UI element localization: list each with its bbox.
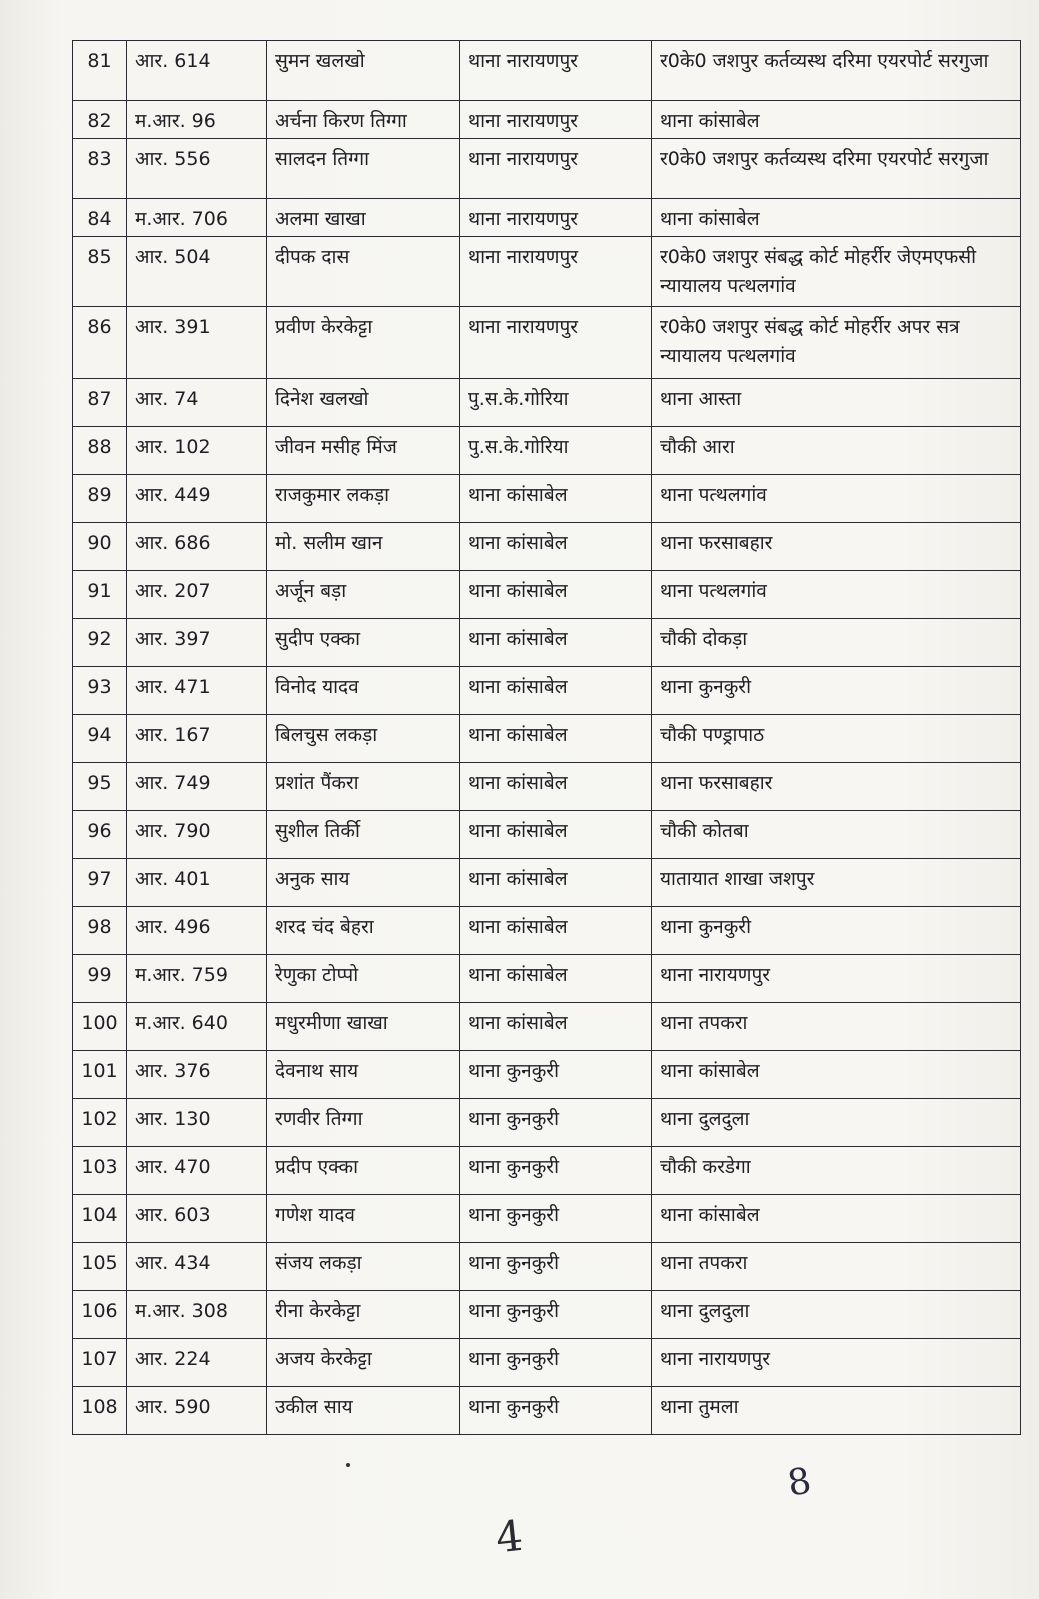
serial-no-cell: 106 <box>73 1291 127 1339</box>
employee-name-cell: देवनाथ साय <box>267 1051 460 1099</box>
table-row <box>73 571 1021 619</box>
page-number: 4 <box>493 1510 526 1563</box>
employee-name-cell: सुदीप एक्का <box>267 619 460 667</box>
employee-name-cell: विनोद यादव <box>267 667 460 715</box>
serial-no-cell: 89 <box>73 475 127 523</box>
employee-name-cell: शरद चंद बेहरा <box>267 907 460 955</box>
order-no-cell: आर. 471 <box>127 667 267 715</box>
new-posting-cell: थाना फरसाबहार <box>652 763 1021 811</box>
table-row <box>73 523 1021 571</box>
table-row <box>73 715 1021 763</box>
order-no-cell: आर. 470 <box>127 1147 267 1195</box>
new-posting-cell: थाना नारायणपुर <box>652 955 1021 1003</box>
order-no-cell: आर. 504 <box>127 237 267 307</box>
serial-no-cell: 84 <box>73 199 127 237</box>
current-posting-cell: थाना कुनकुरी <box>460 1099 652 1147</box>
current-posting-cell: थाना कांसाबेल <box>460 763 652 811</box>
current-posting-cell: पु.स.के.गोरिया <box>460 379 652 427</box>
table-row <box>73 955 1021 1003</box>
table-row <box>73 199 1021 237</box>
table-row <box>73 763 1021 811</box>
current-posting-cell: थाना कांसाबेल <box>460 475 652 523</box>
new-posting-cell: थाना फरसाबहार <box>652 523 1021 571</box>
order-no-cell: आर. 167 <box>127 715 267 763</box>
new-posting-cell: र0के0 जशपुर कर्तव्यस्थ दरिमा एयरपोर्ट सरगुजा <box>652 139 1021 199</box>
table-row <box>73 1243 1021 1291</box>
new-posting-cell: थाना पत्थलगांव <box>652 475 1021 523</box>
table-row <box>73 1339 1021 1387</box>
serial-no-cell: 91 <box>73 571 127 619</box>
order-no-cell: म.आर. 96 <box>127 101 267 139</box>
order-no-cell: आर. 130 <box>127 1099 267 1147</box>
table-row <box>73 907 1021 955</box>
order-no-cell: आर. 686 <box>127 523 267 571</box>
serial-no-cell: 107 <box>73 1339 127 1387</box>
order-no-cell: म.आर. 706 <box>127 199 267 237</box>
new-posting-cell: थाना कुनकुरी <box>652 907 1021 955</box>
employee-name-cell: रेणुका टोप्पो <box>267 955 460 1003</box>
current-posting-cell: थाना कांसाबेल <box>460 811 652 859</box>
employee-name-cell: अर्चना किरण तिग्गा <box>267 101 460 139</box>
order-no-cell: आर. 790 <box>127 811 267 859</box>
current-posting-cell: थाना नारायणपुर <box>460 199 652 237</box>
current-posting-cell: थाना नारायणपुर <box>460 101 652 139</box>
new-posting-cell: र0के0 जशपुर संबद्ध कोर्ट मोहर्रीर अपर सत्र न्यायालय पत्थलगांव <box>652 307 1021 379</box>
order-no-cell: आर. 401 <box>127 859 267 907</box>
new-posting-cell: थाना तुमला <box>652 1387 1021 1435</box>
table-row <box>73 139 1021 199</box>
employee-name-cell: अलमा खाखा <box>267 199 460 237</box>
current-posting-cell: थाना कांसाबेल <box>460 667 652 715</box>
employee-name-cell: मो. सलीम खान <box>267 523 460 571</box>
new-posting-cell: थाना पत्थलगांव <box>652 571 1021 619</box>
employee-name-cell: जीवन मसीह मिंज <box>267 427 460 475</box>
new-posting-cell: थाना नारायणपुर <box>652 1339 1021 1387</box>
serial-no-cell: 97 <box>73 859 127 907</box>
new-posting-cell: र0के0 जशपुर कर्तव्यस्थ दरिमा एयरपोर्ट सरगुजा <box>652 41 1021 101</box>
employee-name-cell: सुमन खलखो <box>267 41 460 101</box>
new-posting-cell: थाना तपकरा <box>652 1003 1021 1051</box>
order-no-cell: आर. 556 <box>127 139 267 199</box>
table-row <box>73 427 1021 475</box>
order-no-cell: आर. 391 <box>127 307 267 379</box>
table-row <box>73 811 1021 859</box>
order-no-cell: म.आर. 640 <box>127 1003 267 1051</box>
serial-no-cell: 85 <box>73 237 127 307</box>
table-row <box>73 1195 1021 1243</box>
employee-name-cell: प्रशांत पैंकरा <box>267 763 460 811</box>
new-posting-cell: चौकी आरा <box>652 427 1021 475</box>
table-body <box>73 41 1021 1435</box>
new-posting-cell: थाना कांसाबेल <box>652 1051 1021 1099</box>
new-posting-cell: थाना दुलदुला <box>652 1291 1021 1339</box>
employee-name-cell: राजकुमार लकड़ा <box>267 475 460 523</box>
table-row <box>73 1051 1021 1099</box>
current-posting-cell: थाना कांसाबेल <box>460 1003 652 1051</box>
serial-no-cell: 82 <box>73 101 127 139</box>
serial-no-cell: 86 <box>73 307 127 379</box>
employee-name-cell: गणेश यादव <box>267 1195 460 1243</box>
current-posting-cell: थाना कांसाबेल <box>460 907 652 955</box>
table-row <box>73 237 1021 307</box>
table-row <box>73 1003 1021 1051</box>
order-no-cell: आर. 74 <box>127 379 267 427</box>
order-no-cell: आर. 434 <box>127 1243 267 1291</box>
new-posting-cell: थाना कुनकुरी <box>652 667 1021 715</box>
employee-name-cell: बिलचुस लकड़ा <box>267 715 460 763</box>
current-posting-cell: थाना कुनकुरी <box>460 1147 652 1195</box>
order-no-cell: आर. 376 <box>127 1051 267 1099</box>
serial-no-cell: 94 <box>73 715 127 763</box>
current-posting-cell: थाना कांसाबेल <box>460 955 652 1003</box>
employee-name-cell: रीना केरकेट्टा <box>267 1291 460 1339</box>
new-posting-cell: यातायात शाखा जशपुर <box>652 859 1021 907</box>
serial-no-cell: 83 <box>73 139 127 199</box>
new-posting-cell: चौकी करडेगा <box>652 1147 1021 1195</box>
table-row <box>73 475 1021 523</box>
current-posting-cell: थाना कुनकुरी <box>460 1291 652 1339</box>
current-posting-cell: थाना कांसाबेल <box>460 859 652 907</box>
serial-no-cell: 81 <box>73 41 127 101</box>
employee-name-cell: अनुक साय <box>267 859 460 907</box>
serial-no-cell: 104 <box>73 1195 127 1243</box>
employee-name-cell: मधुरमीणा खाखा <box>267 1003 460 1051</box>
order-no-cell: आर. 749 <box>127 763 267 811</box>
handwritten-mark: 8 <box>784 1460 815 1505</box>
new-posting-cell: थाना कांसाबेल <box>652 199 1021 237</box>
order-no-cell: आर. 496 <box>127 907 267 955</box>
new-posting-cell: थाना आस्ता <box>652 379 1021 427</box>
current-posting-cell: थाना नारायणपुर <box>460 237 652 307</box>
employee-name-cell: सुशील तिर्की <box>267 811 460 859</box>
serial-no-cell: 108 <box>73 1387 127 1435</box>
table-row <box>73 1387 1021 1435</box>
table-row <box>73 619 1021 667</box>
employee-name-cell: अजय केरकेट्टा <box>267 1339 460 1387</box>
order-no-cell: आर. 207 <box>127 571 267 619</box>
current-posting-cell: थाना नारायणपुर <box>460 307 652 379</box>
current-posting-cell: थाना कुनकुरी <box>460 1387 652 1435</box>
serial-no-cell: 88 <box>73 427 127 475</box>
order-no-cell: आर. 590 <box>127 1387 267 1435</box>
order-no-cell: म.आर. 759 <box>127 955 267 1003</box>
serial-no-cell: 102 <box>73 1099 127 1147</box>
order-no-cell: आर. 449 <box>127 475 267 523</box>
current-posting-cell: थाना कुनकुरी <box>460 1243 652 1291</box>
serial-no-cell: 98 <box>73 907 127 955</box>
table-row <box>73 379 1021 427</box>
new-posting-cell: चौकी पण्ड्रापाठ <box>652 715 1021 763</box>
serial-no-cell: 105 <box>73 1243 127 1291</box>
serial-no-cell: 93 <box>73 667 127 715</box>
serial-no-cell: 99 <box>73 955 127 1003</box>
current-posting-cell: थाना कुनकुरी <box>460 1195 652 1243</box>
employee-name-cell: उकील साय <box>267 1387 460 1435</box>
order-no-cell: म.आर. 308 <box>127 1291 267 1339</box>
table-row <box>73 41 1021 101</box>
serial-no-cell: 100 <box>73 1003 127 1051</box>
new-posting-cell: थाना दुलदुला <box>652 1099 1021 1147</box>
table-row <box>73 1147 1021 1195</box>
serial-no-cell: 96 <box>73 811 127 859</box>
order-no-cell: आर. 603 <box>127 1195 267 1243</box>
order-no-cell: आर. 224 <box>127 1339 267 1387</box>
employee-name-cell: प्रदीप एक्का <box>267 1147 460 1195</box>
serial-no-cell: 92 <box>73 619 127 667</box>
serial-no-cell: 101 <box>73 1051 127 1099</box>
current-posting-cell: थाना नारायणपुर <box>460 41 652 101</box>
current-posting-cell: पु.स.के.गोरिया <box>460 427 652 475</box>
serial-no-cell: 103 <box>73 1147 127 1195</box>
table-row <box>73 101 1021 139</box>
transfer-table <box>72 40 1021 1435</box>
new-posting-cell: थाना कांसाबेल <box>652 1195 1021 1243</box>
employee-name-cell: संजय लकड़ा <box>267 1243 460 1291</box>
current-posting-cell: थाना कांसाबेल <box>460 523 652 571</box>
employee-name-cell: रणवीर तिग्गा <box>267 1099 460 1147</box>
new-posting-cell: चौकी दोकड़ा <box>652 619 1021 667</box>
serial-no-cell: 87 <box>73 379 127 427</box>
new-posting-cell: थाना कांसाबेल <box>652 101 1021 139</box>
new-posting-cell: थाना तपकरा <box>652 1243 1021 1291</box>
order-no-cell: आर. 102 <box>127 427 267 475</box>
current-posting-cell: थाना कांसाबेल <box>460 619 652 667</box>
table-row <box>73 667 1021 715</box>
table-row <box>73 1099 1021 1147</box>
table-row <box>73 307 1021 379</box>
current-posting-cell: थाना कांसाबेल <box>460 571 652 619</box>
current-posting-cell: थाना नारायणपुर <box>460 139 652 199</box>
new-posting-cell: र0के0 जशपुर संबद्ध कोर्ट मोहर्रीर जेएमएफसी न्यायालय पत्थलगांव <box>652 237 1021 307</box>
current-posting-cell: थाना कुनकुरी <box>460 1051 652 1099</box>
new-posting-cell: चौकी कोतबा <box>652 811 1021 859</box>
table-row <box>73 1291 1021 1339</box>
employee-name-cell: अर्जून बड़ा <box>267 571 460 619</box>
employee-name-cell: दिनेश खलखो <box>267 379 460 427</box>
current-posting-cell: थाना कांसाबेल <box>460 715 652 763</box>
employee-name-cell: दीपक दास <box>267 237 460 307</box>
employee-name-cell: सालदन तिग्गा <box>267 139 460 199</box>
serial-no-cell: 95 <box>73 763 127 811</box>
order-no-cell: आर. 397 <box>127 619 267 667</box>
employee-name-cell: प्रवीण केरकेट्टा <box>267 307 460 379</box>
order-no-cell: आर. 614 <box>127 41 267 101</box>
table-row <box>73 859 1021 907</box>
ink-dot <box>346 1463 350 1467</box>
current-posting-cell: थाना कुनकुरी <box>460 1339 652 1387</box>
serial-no-cell: 90 <box>73 523 127 571</box>
